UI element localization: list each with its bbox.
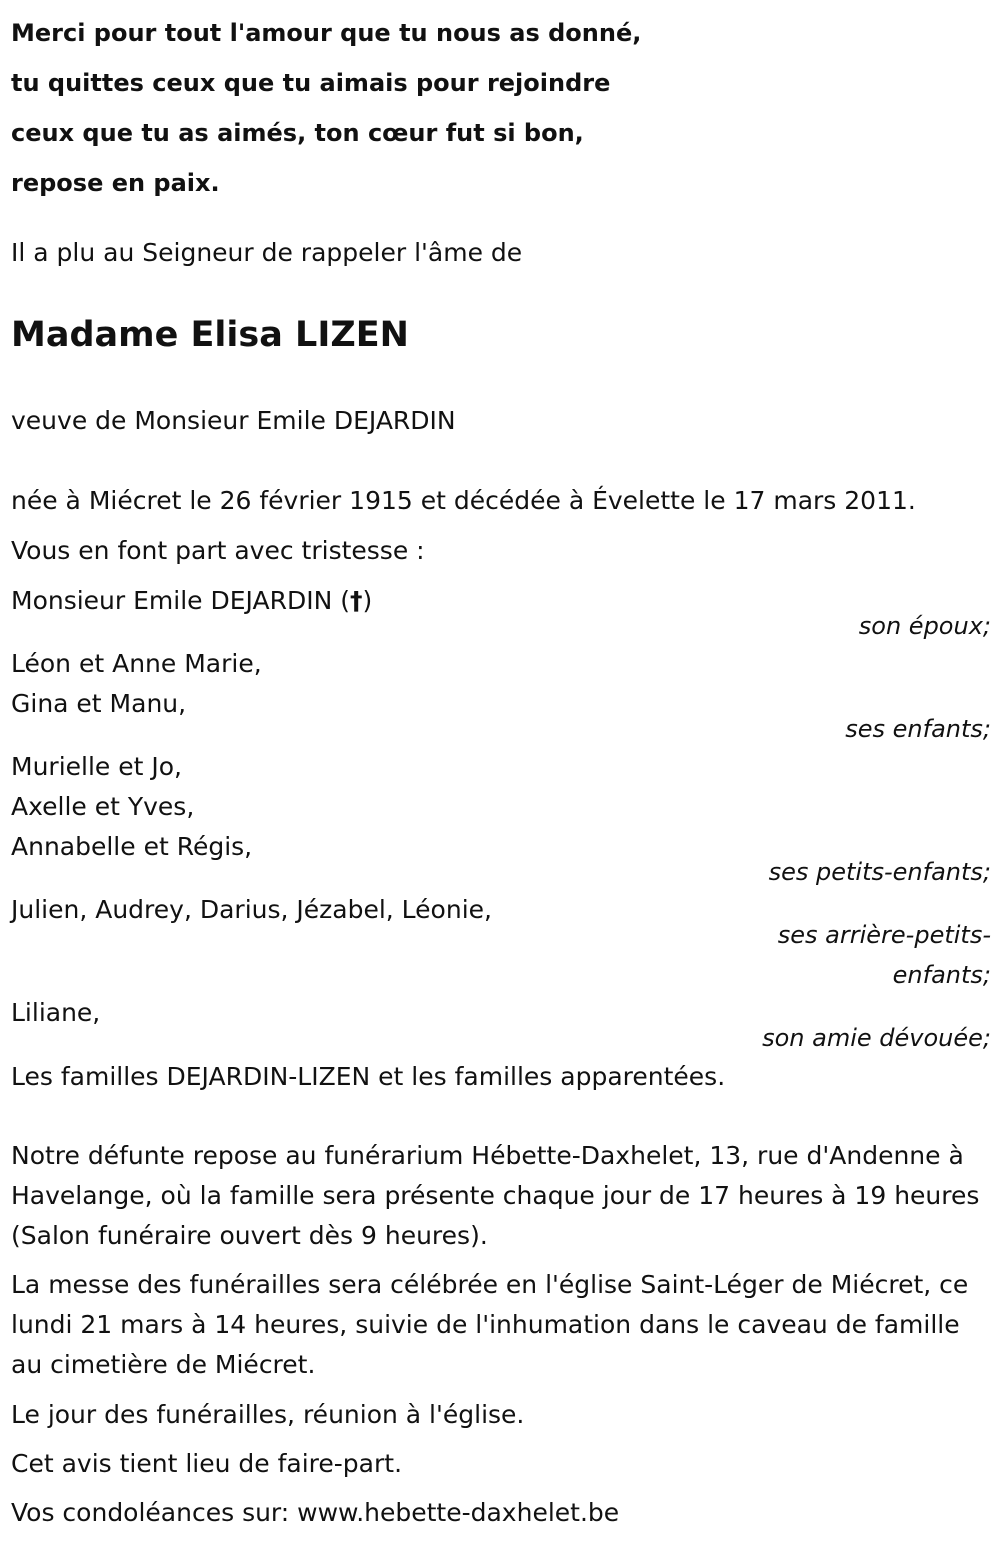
friend-relation: son amie dévouée; [762, 1024, 991, 1052]
child-entry: Gina et Manu, [11, 689, 187, 718]
great-grandchildren-relation-line1: ses arrière-petits- [777, 921, 991, 949]
grandchild-entry: Murielle et Jo, [11, 752, 182, 781]
children-relation: ses enfants; [845, 715, 991, 743]
announcement-text: Vous en font part avec tristesse : [11, 536, 425, 565]
deceased-name: Madame Elisa LIZEN [11, 315, 409, 355]
poem-line: Merci pour tout l'amour que tu nous as donné, [11, 19, 642, 47]
families-text: Les familles DEJARDIN-LIZEN et les familles apparentées. [11, 1062, 726, 1091]
grandchild-entry: Axelle et Yves, [11, 792, 195, 821]
great-grandchildren-relation-line2: enfants; [892, 961, 991, 989]
poem-line: tu quittes ceux que tu aimais pour rejoindre [11, 69, 611, 97]
meeting-text: Le jour des funérailles, réunion à l'église. [11, 1400, 525, 1429]
grandchild-entry: Annabelle et Régis, [11, 832, 253, 861]
notice-text: Cet avis tient lieu de faire-part. [11, 1449, 403, 1478]
intro-text: Il a plu au Seigneur de rappeler l'âme de [11, 238, 523, 267]
poem-line: ceux que tu as aimés, ton cœur fut si bon, [11, 119, 584, 147]
poem-line: repose en paix. [11, 169, 220, 197]
spouse-name-close: ) [362, 586, 373, 615]
spouse-relation: son époux; [858, 612, 991, 640]
friend-name: Liliane, [11, 998, 101, 1027]
poem [11, 8, 641, 208]
birth-death-text: née à Miécret le 26 février 1915 et décédée à Évelette le 17 mars 2011. [11, 486, 916, 515]
widow-of-text: veuve de Monsieur Emile DEJARDIN [11, 406, 456, 435]
obituary-notice [11, 0, 991, 1545]
mass-paragraph: La messe des funérailles sera célébrée en l'église Saint-Léger de Miécret, ce lundi 21 mars à 14 heures, suivie de l'inhumation dans le caveau de famille au cimetière de Miécret. [11, 1270, 969, 1379]
child-entry: Léon et Anne Marie, [11, 649, 262, 678]
grandchildren-relation: ses petits-enfants; [768, 858, 991, 886]
funeral-home-paragraph: Notre défunte repose au funérarium Hébette-Daxhelet, 13, rue d'Andenne à Havelange, où la famille sera présente chaque jour de 17 heures à 19 heures (Salon funéraire ouvert dès 9 heures). [11, 1141, 980, 1250]
spouse-name-text: Monsieur Emile DEJARDIN ( [11, 586, 350, 615]
great-grandchildren: Julien, Audrey, Darius, Jézabel, Léonie, [11, 895, 492, 924]
cross-icon: † [349, 586, 363, 615]
condolences-text: Vos condoléances sur: www.hebette-daxhelet.be [11, 1498, 620, 1527]
spouse-name [11, 581, 372, 621]
